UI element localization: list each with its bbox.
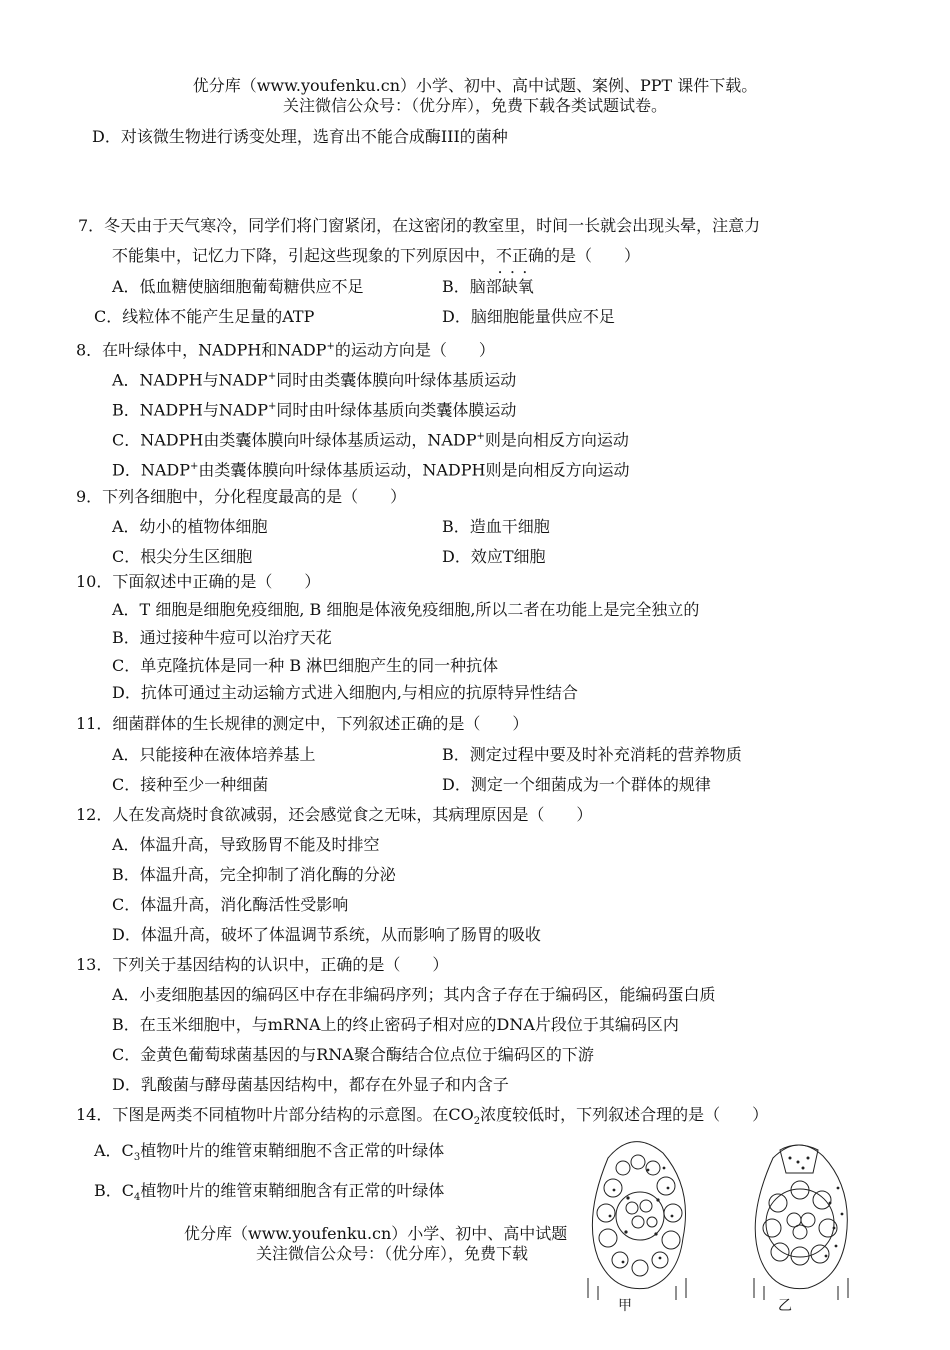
q12-stem: 12．人在发高烧时食欲减弱，还会感觉食之无味，其病理原因是（ ）: [76, 805, 593, 824]
q11-option-d: D．测定一个细菌成为一个群体的规律: [442, 775, 711, 794]
q9-option-d: D．效应T细胞: [442, 547, 546, 566]
q12-option-b: B．体温升高，完全抑制了消化酶的分泌: [112, 865, 396, 884]
header-line-2: 关注微信公众号：（优分库），免费下载各类试题试卷。: [282, 96, 667, 115]
q13-stem: 13．下列关于基因结构的认识中，正确的是（ ）: [76, 955, 449, 974]
q9-stem: 9．下列各细胞中，分化程度最高的是（ ）: [76, 487, 407, 506]
q12-option-c: C．体温升高，消化酶活性受影响: [112, 895, 349, 914]
q12-option-a: A．体温升高，导致肠胃不能及时排空: [112, 835, 380, 854]
q7-option-b: B．脑部缺氧: [442, 277, 534, 296]
q10-option-a: A．T 细胞是细胞免疫细胞, B 细胞是体液免疫细胞,所以二者在功能上是完全独立的: [112, 600, 700, 619]
q14-option-b: B．$C_4$植物叶片的维管束鞘细胞含有正常的叶绿体: [94, 1181, 445, 1204]
figure-label-jia: 甲: [618, 1298, 632, 1314]
q13-option-a: A．小麦细胞基因的编码区中存在非编码序列；其内含子存在于编码区，能编码蛋白质: [112, 985, 716, 1004]
q7-stem-line2: 不能集中，记忆力下降，引起这些现象的下列原因中，不正确 • • •的是（ ）: [112, 245, 640, 267]
q7-option-c: C．线粒体不能产生足量的ATP: [94, 307, 315, 326]
q8-option-d: D．NADP+由类囊体膜向叶绿体基质运动，NADPH则是向相反方向运动: [112, 460, 630, 480]
q8-stem: 8．在叶绿体中，NADPH和NADP+的运动方向是（ ）: [76, 340, 495, 360]
q8-option-b: B．NADPH与NADP+同时由叶绿体基质向类囊体膜运动: [112, 400, 517, 420]
q6-option-d: D．对该微生物进行诱变处理，选育出不能合成酶III的菌种: [92, 127, 508, 146]
q7-option-a: A．低血糖使脑细胞葡萄糖供应不足: [112, 277, 364, 296]
q11-option-c: C．接种至少一种细菌: [112, 775, 269, 794]
q9-option-a: A．幼小的植物体细胞: [112, 517, 268, 536]
q8-option-c: C．NADPH由类囊体膜向叶绿体基质运动，NADP+则是向相反方向运动: [112, 430, 629, 450]
q10-option-b: B．通过接种牛痘可以治疗天花: [112, 628, 332, 647]
q14-option-a: A．$C_3$植物叶片的维管束鞘细胞不含正常的叶绿体: [94, 1141, 445, 1164]
q13-option-c: C．金黄色葡萄球菌基因的与RNA聚合酶结合位点位于编码区的下游: [112, 1045, 594, 1064]
q13-option-d: D．乳酸菌与酵母菌基因结构中，都存在外显子和内含子: [112, 1075, 509, 1094]
q14-stem: 14．下图是两类不同植物叶片部分结构的示意图。在$CO_2$浓度较低时，下列叙述合理的是（ ）: [76, 1105, 769, 1128]
q12-option-d: D．体温升高，破坏了体温调节系统，从而影响了肠胃的吸收: [112, 925, 541, 944]
q10-option-d: D．抗体可通过主动运输方式进入细胞内,与相应的抗原特异性结合: [112, 683, 578, 702]
leaf-structure-figure: [568, 1128, 868, 1318]
q13-option-b: B．在玉米细胞中，与mRNA上的终止密码子相对应的DNA片段位于其编码区内: [112, 1015, 679, 1034]
q10-stem: 10．下面叙述中正确的是（ ）: [76, 572, 321, 591]
footer-line-2: 关注微信公众号：（优分库），免费下载: [256, 1244, 529, 1263]
q11-option-b: B．测定过程中要及时补充消耗的营养物质: [442, 745, 742, 764]
header-line-1: 优分库（www.youfenku.cn）小学、初中、高中试题、案例、PPT 课件下载。: [192, 76, 758, 95]
q9-option-b: B．造血干细胞: [442, 517, 550, 536]
q7-stem-line1: 7．冬天由于天气寒冷，同学们将门窗紧闭，在这密闭的教室里，时间一长就会出现头晕，注意力: [78, 216, 761, 235]
q11-option-a: A．只能接种在液体培养基上: [112, 745, 316, 764]
q11-stem: 11．细菌群体的生长规律的测定中，下列叙述正确的是（ ）: [76, 714, 529, 733]
q7-emphasis: 不正确 • • •: [496, 246, 544, 265]
q7-option-d: D．脑细胞能量供应不足: [442, 307, 615, 326]
figure-label-yi: 乙: [778, 1298, 792, 1314]
footer-line-1: 优分库（www.youfenku.cn）小学、初中、高中试题: [184, 1224, 568, 1243]
q8-option-a: A．NADPH与NADP+同时由类囊体膜向叶绿体基质运动: [112, 370, 517, 390]
q10-option-c: C．单克隆抗体是同一种 B 淋巴细胞产生的同一种抗体: [112, 656, 499, 675]
q9-option-c: C．根尖分生区细胞: [112, 547, 253, 566]
